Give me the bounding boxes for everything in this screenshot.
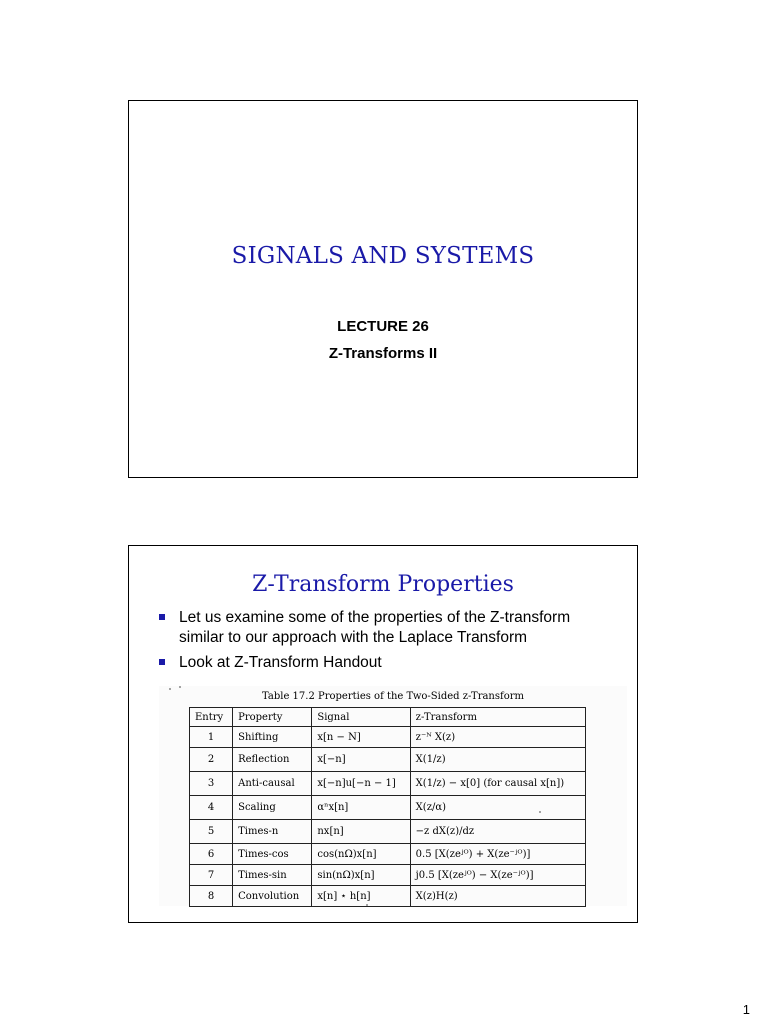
slide-2 (128, 545, 638, 923)
signal-cell: x[−n]u[−n − 1] (312, 772, 410, 796)
property-cell: Times-n (233, 820, 312, 844)
transform-cell: X(z)H(z) (410, 886, 585, 907)
header-cell: Entry (190, 708, 233, 727)
bullet-list (157, 608, 619, 678)
table-row (190, 772, 586, 796)
transform-cell: X(1/z) (410, 748, 585, 772)
entry-cell: 7 (190, 865, 233, 886)
table-row (190, 865, 586, 886)
signal-cell: x[−n] (312, 748, 410, 772)
transform-cell: j0.5 [X(zeʲᴼ) − X(ze⁻ʲᴼ)] (410, 865, 585, 886)
transform-cell: X(z/α) (410, 796, 585, 820)
table-row (190, 886, 586, 907)
header-cell: z-Transform (410, 708, 585, 727)
bullet-item (157, 608, 619, 648)
bullet-text: Let us examine some of the properties of the Z-transform similar to our approach with the Laplace Transform (179, 609, 571, 646)
signal-cell: αⁿx[n] (312, 796, 410, 820)
bullet-item (157, 653, 619, 673)
bullet-square-icon (159, 614, 165, 620)
properties-table-image (159, 686, 627, 906)
transform-cell: −z dX(z)/dz (410, 820, 585, 844)
table-header-row (190, 708, 586, 727)
transform-cell: z⁻ᴺ X(z) (410, 727, 585, 748)
entry-cell: 1 (190, 727, 233, 748)
property-cell: Shifting (233, 727, 312, 748)
signal-cell: x[n] ⋆ h[n] (312, 886, 410, 907)
entry-cell: 4 (190, 796, 233, 820)
entry-cell: 3 (190, 772, 233, 796)
signal-cell: cos(nΩ)x[n] (312, 844, 410, 865)
lecture-subtitle: Z-Transforms II (328, 345, 438, 362)
entry-cell: 6 (190, 844, 233, 865)
signal-cell: x[n − N] (312, 727, 410, 748)
table-row (190, 727, 586, 748)
transform-cell: 0.5 [X(zeʲᴼ) + X(ze⁻ʲᴼ)] (410, 844, 585, 865)
slide-1 (128, 100, 638, 478)
properties-table (189, 707, 586, 907)
property-cell: Times-cos (233, 844, 312, 865)
property-cell: Convolution (233, 886, 312, 907)
property-cell: Times-sin (233, 865, 312, 886)
entry-cell: 2 (190, 748, 233, 772)
header-cell: Signal (312, 708, 410, 727)
table-row (190, 844, 586, 865)
signal-cell: nx[n] (312, 820, 410, 844)
property-cell: Anti-causal (233, 772, 312, 796)
lecture-number: LECTURE 26 (337, 318, 429, 335)
signal-cell: sin(nΩ)x[n] (312, 865, 410, 886)
entry-cell: 8 (190, 886, 233, 907)
slide-1-title: SIGNALS AND SYSTEMS (231, 243, 535, 269)
slide-2-title: Z-Transform Properties (252, 572, 514, 597)
table-row (190, 748, 586, 772)
table-row (190, 820, 586, 844)
page-number: 1 (742, 1002, 750, 1017)
bullet-text: Look at Z-Transform Handout (179, 654, 382, 671)
property-cell: Reflection (233, 748, 312, 772)
bullet-square-icon (159, 659, 165, 665)
table-caption: Table 17.2 Properties of the Two-Sided z-Transform (261, 691, 524, 702)
entry-cell: 5 (190, 820, 233, 844)
transform-cell: X(1/z) − x[0] (for causal x[n]) (410, 772, 585, 796)
table-row (190, 796, 586, 820)
property-cell: Scaling (233, 796, 312, 820)
header-cell: Property (233, 708, 312, 727)
